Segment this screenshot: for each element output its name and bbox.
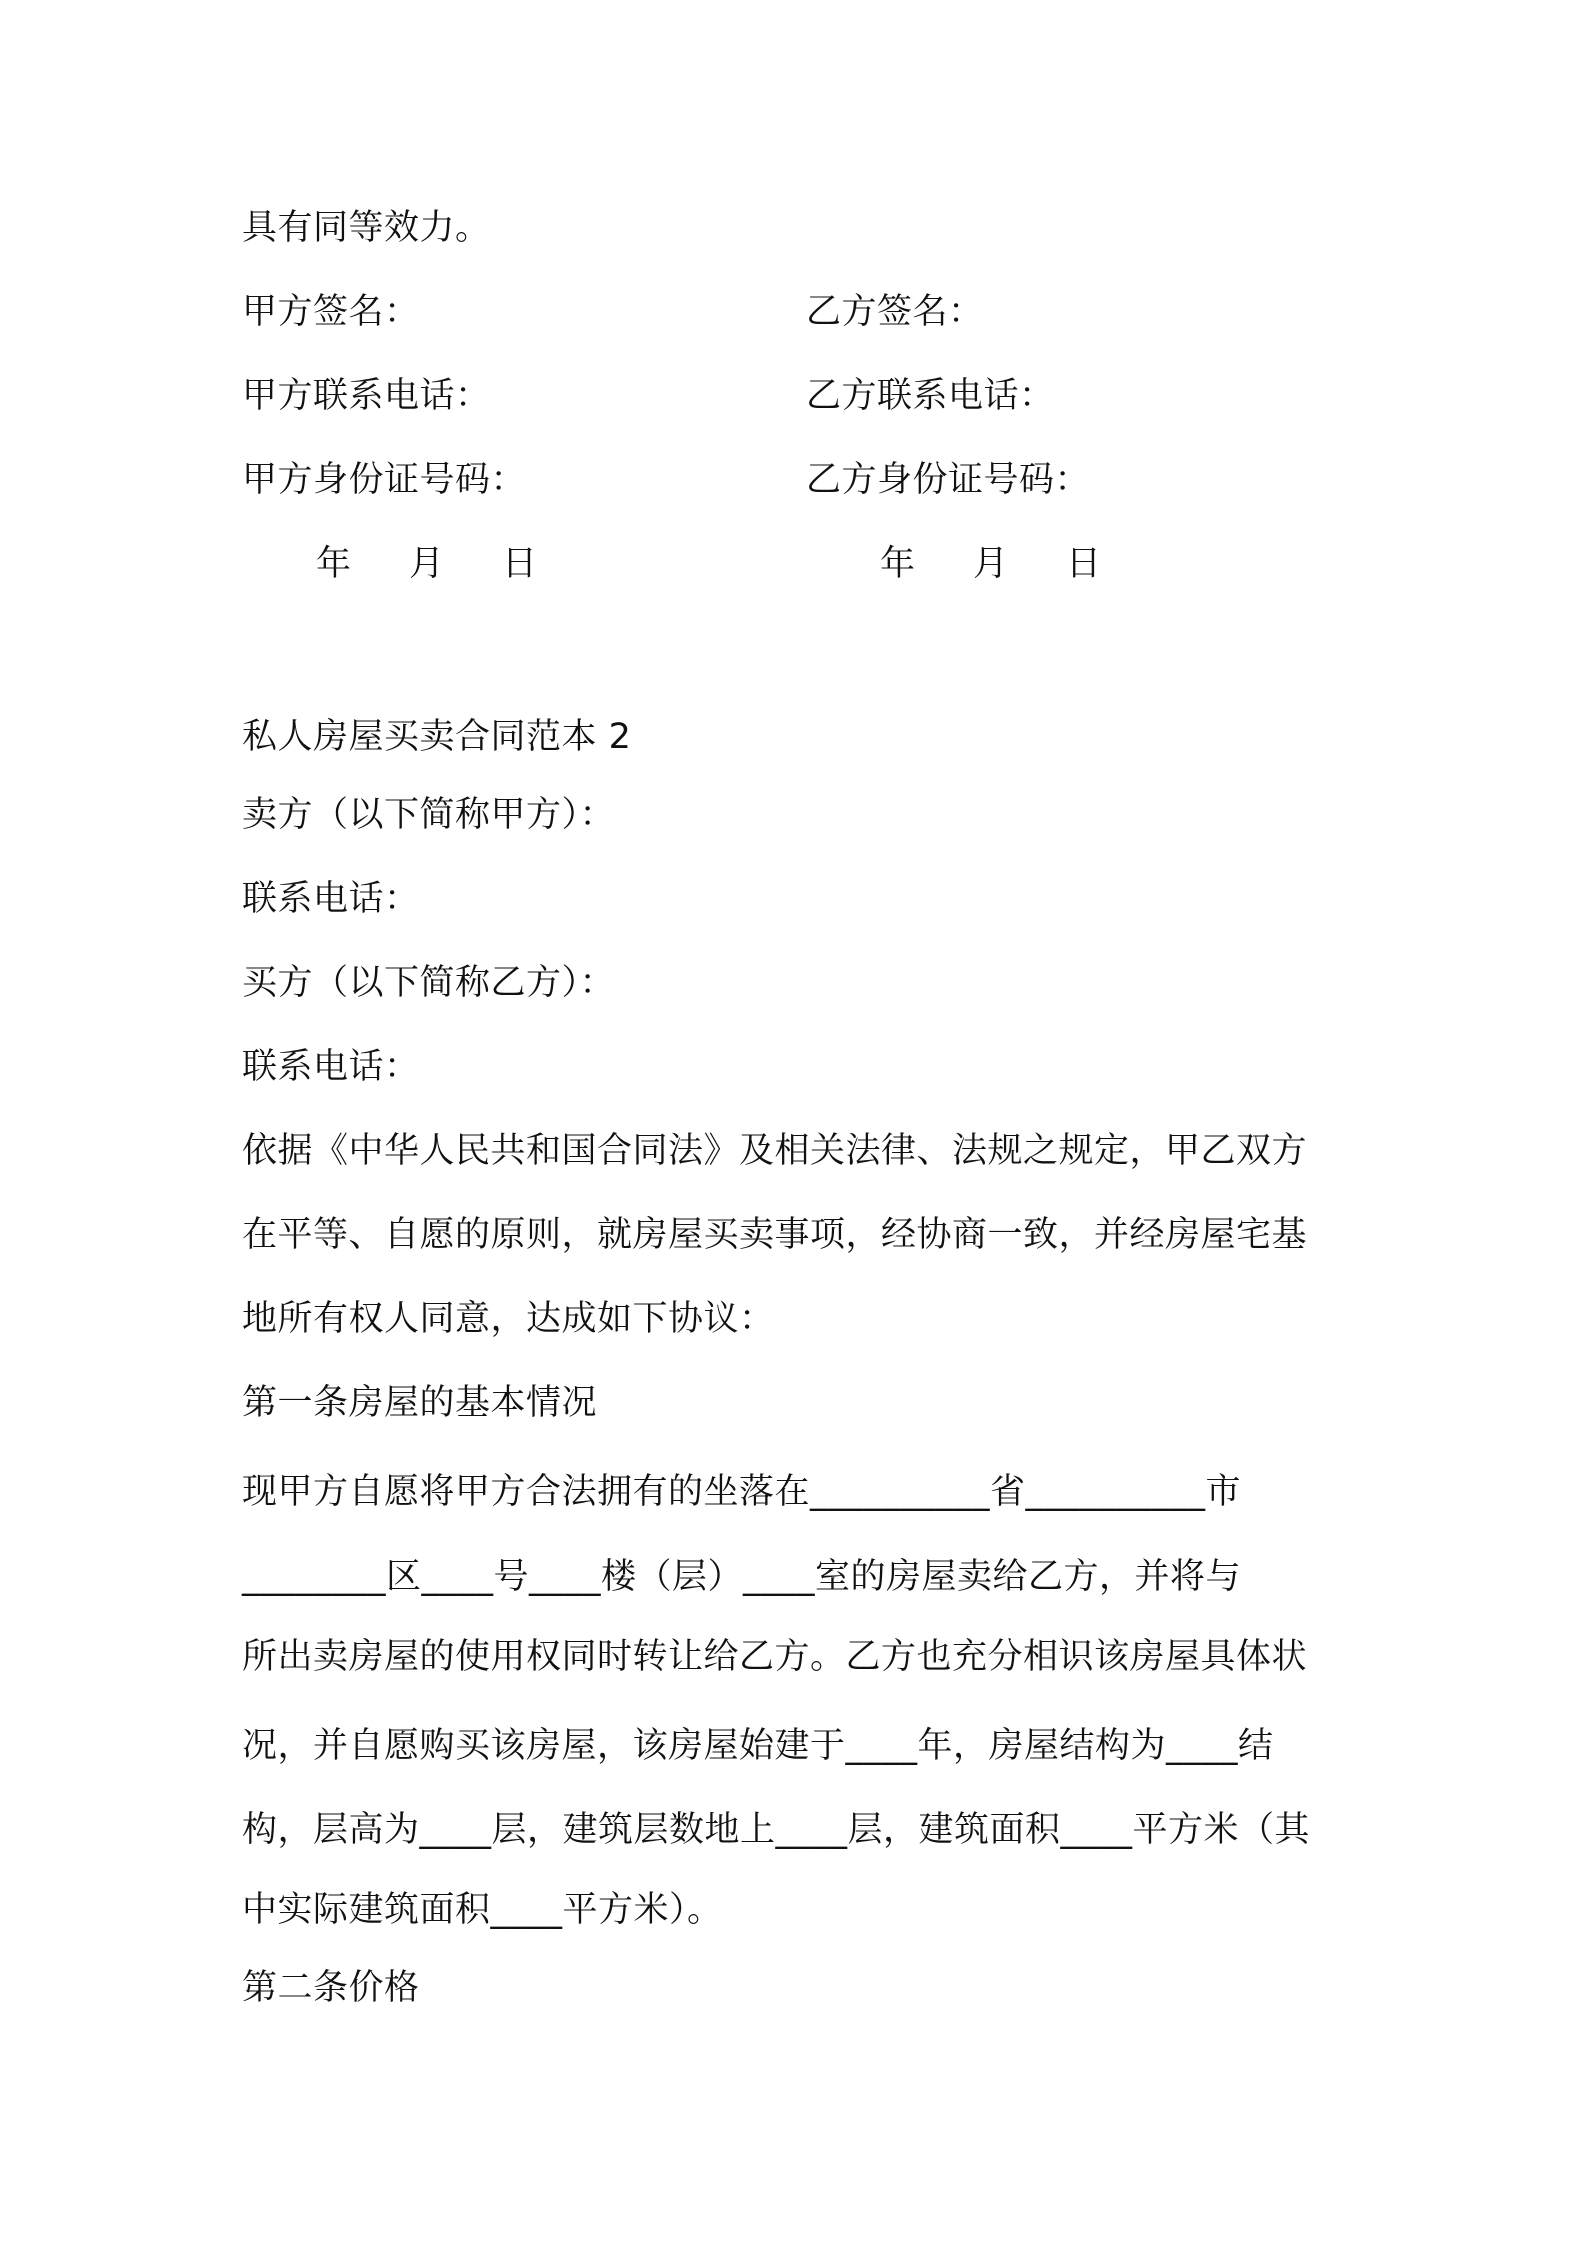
contract-title: 私人房屋买卖合同范本 2	[242, 717, 632, 757]
date-day-label: 日	[1066, 544, 1102, 584]
article1-heading: 第一条房屋的基本情况	[242, 1383, 598, 1423]
party-b-phone-label: 乙方联系电话：	[806, 376, 1055, 416]
preamble-line: 地所有权人同意，达成如下协议：	[242, 1299, 775, 1339]
article1-body-line: 构，层高为____层，建筑层数地上____层，建筑面积____平方米（其	[242, 1810, 1311, 1850]
seller-label: 卖方（以下简称甲方）：	[242, 795, 616, 835]
article1-body-line: ________区____号____楼（层）____室的房屋卖给乙方，并将与	[242, 1557, 1242, 1597]
party-a-id-label: 甲方身份证号码：	[242, 460, 527, 500]
date-year-label: 年	[880, 544, 916, 584]
date-day-label: 日	[502, 544, 538, 584]
buyer-label: 买方（以下简称乙方）：	[242, 963, 616, 1003]
article1-body-line: 现甲方自愿将甲方合法拥有的坐落在__________省__________市	[242, 1472, 1242, 1512]
party-b-signature-label: 乙方签名：	[806, 292, 984, 332]
article2-heading: 第二条价格	[242, 1968, 420, 2008]
preamble-line: 依据《中华人民共和国合同法》及相关法律、法规之规定，甲乙双方	[242, 1131, 1308, 1171]
article1-body-line: 所出卖房屋的使用权同时转让给乙方。乙方也充分相识该房屋具体状	[242, 1637, 1308, 1677]
intro-tail-text: 具有同等效力。	[242, 208, 491, 248]
date-month-label: 月	[973, 544, 1009, 584]
party-a-signature-label: 甲方签名：	[242, 292, 420, 332]
article1-body-line: 中实际建筑面积____平方米）。	[242, 1890, 723, 1930]
party-a-phone-label: 甲方联系电话：	[242, 376, 491, 416]
date-year-label: 年	[316, 544, 352, 584]
article1-body-line: 况，并自愿购买该房屋，该房屋始建于____年，房屋结构为____结	[242, 1726, 1274, 1766]
party-b-date	[880, 542, 1101, 586]
party-a-date	[316, 542, 537, 586]
buyer-phone-label: 联系电话：	[242, 1047, 420, 1087]
seller-phone-label: 联系电话：	[242, 879, 420, 919]
preamble-line: 在平等、自愿的原则，就房屋买卖事项，经协商一致，并经房屋宅基	[242, 1215, 1308, 1255]
date-month-label: 月	[409, 544, 445, 584]
party-b-id-label: 乙方身份证号码：	[806, 460, 1091, 500]
